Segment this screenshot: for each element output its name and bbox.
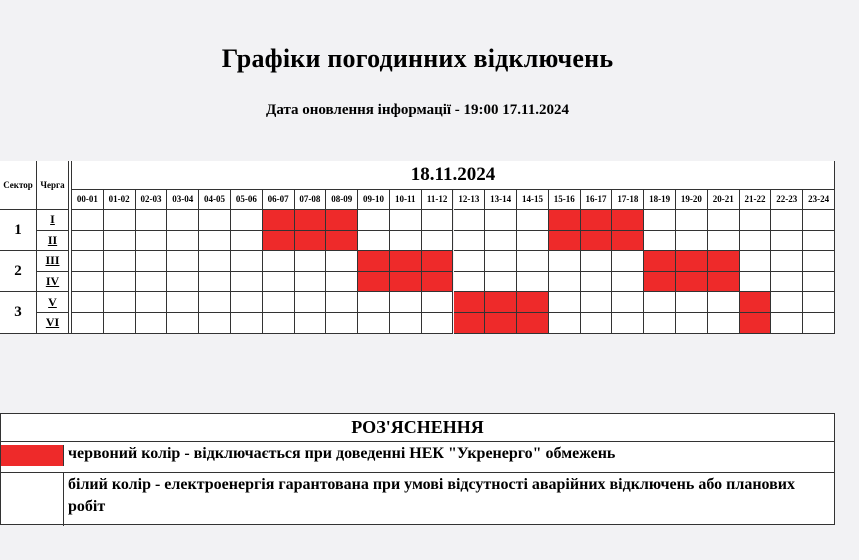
power-cell <box>326 292 358 313</box>
power-cell <box>390 313 422 334</box>
outage-cell <box>644 272 676 293</box>
power-cell <box>676 292 708 313</box>
power-cell <box>803 313 835 334</box>
power-cell <box>771 292 803 313</box>
power-cell <box>136 292 168 313</box>
power-cell <box>612 251 644 272</box>
legend-table <box>0 413 835 525</box>
power-cell <box>104 210 136 231</box>
power-cell <box>517 251 549 272</box>
power-cell <box>708 210 740 231</box>
power-cell <box>771 313 803 334</box>
power-cell <box>454 251 486 272</box>
legend-row-white <box>1 473 834 526</box>
power-cell <box>549 272 581 293</box>
power-cell <box>771 272 803 293</box>
hour-header: 18-19 <box>644 190 676 210</box>
hour-header: 16-17 <box>581 190 613 210</box>
power-cell <box>104 313 136 334</box>
hour-header: 01-02 <box>104 190 136 210</box>
power-cell <box>708 231 740 252</box>
legend-swatch-red <box>1 445 64 466</box>
power-cell <box>390 292 422 313</box>
power-cell <box>167 292 199 313</box>
outage-cell <box>517 313 549 334</box>
power-cell <box>581 292 613 313</box>
power-cell <box>231 292 263 313</box>
outage-schedule-table <box>0 161 835 334</box>
power-cell <box>485 272 517 293</box>
power-cell <box>104 251 136 272</box>
power-cell <box>517 210 549 231</box>
power-cell <box>295 313 327 334</box>
hour-header: 22-23 <box>771 190 803 210</box>
hour-header: 12-13 <box>454 190 486 210</box>
power-cell <box>517 231 549 252</box>
power-cell <box>72 272 104 293</box>
queue-label: II <box>37 231 69 252</box>
power-cell <box>167 231 199 252</box>
power-cell <box>740 210 772 231</box>
outage-cell <box>740 292 772 313</box>
power-cell <box>358 313 390 334</box>
power-cell <box>581 272 613 293</box>
outage-cell <box>581 231 613 252</box>
outage-cell <box>676 272 708 293</box>
outage-cell <box>485 313 517 334</box>
power-cell <box>676 231 708 252</box>
power-cell <box>263 292 295 313</box>
power-cell <box>104 231 136 252</box>
hour-header: 03-04 <box>167 190 199 210</box>
power-cell <box>263 313 295 334</box>
power-cell <box>136 251 168 272</box>
power-cell <box>358 231 390 252</box>
power-cell <box>454 231 486 252</box>
power-cell <box>231 210 263 231</box>
outage-cell <box>263 210 295 231</box>
power-cell <box>612 313 644 334</box>
sector-1-label: 1 <box>0 210 37 251</box>
hour-header: 05-06 <box>231 190 263 210</box>
outage-cell <box>549 231 581 252</box>
power-cell <box>644 231 676 252</box>
hour-header: 19-20 <box>676 190 708 210</box>
hour-header: 10-11 <box>390 190 422 210</box>
hour-header: 02-03 <box>136 190 168 210</box>
outage-cell <box>517 292 549 313</box>
sector-2-label: 2 <box>0 251 37 292</box>
hour-header: 04-05 <box>199 190 231 210</box>
hour-header: 11-12 <box>422 190 454 210</box>
power-cell <box>517 272 549 293</box>
power-cell <box>295 292 327 313</box>
power-cell <box>390 231 422 252</box>
outage-cell <box>581 210 613 231</box>
power-cell <box>549 251 581 272</box>
power-cell <box>740 231 772 252</box>
power-cell <box>549 313 581 334</box>
power-cell <box>167 210 199 231</box>
outage-cell <box>295 231 327 252</box>
legend-row-red <box>1 442 834 473</box>
power-cell <box>644 210 676 231</box>
power-cell <box>199 313 231 334</box>
power-cell <box>803 231 835 252</box>
power-cell <box>454 210 486 231</box>
power-cell <box>581 251 613 272</box>
power-cell <box>485 210 517 231</box>
page-title: Графіки погодинних відключень <box>221 44 614 73</box>
power-cell <box>326 272 358 293</box>
legend-swatch-white <box>1 473 64 526</box>
power-cell <box>136 231 168 252</box>
queue-column-header: Черга <box>37 161 69 210</box>
power-cell <box>136 210 168 231</box>
power-cell <box>199 231 231 252</box>
power-cell <box>803 210 835 231</box>
power-cell <box>644 292 676 313</box>
power-cell <box>231 251 263 272</box>
outage-cell <box>708 272 740 293</box>
hour-header: 00-01 <box>72 190 104 210</box>
hour-header: 06-07 <box>263 190 295 210</box>
power-cell <box>231 313 263 334</box>
update-info: Дата оновлення інформації - 19:00 17.11.2024 <box>266 102 569 118</box>
power-cell <box>72 231 104 252</box>
outage-cell <box>454 313 486 334</box>
power-cell <box>422 231 454 252</box>
legend-text-red: червоний колір - відключається при доведенні НЕК "Укренерго" обмежень <box>68 445 616 462</box>
power-cell <box>581 313 613 334</box>
power-cell <box>803 292 835 313</box>
power-cell <box>136 313 168 334</box>
hour-header: 07-08 <box>295 190 327 210</box>
queue-label: VI <box>37 313 69 334</box>
power-cell <box>326 251 358 272</box>
power-cell <box>740 272 772 293</box>
queue-label: V <box>37 292 69 313</box>
power-cell <box>295 251 327 272</box>
power-cell <box>72 251 104 272</box>
outage-cell <box>390 251 422 272</box>
power-cell <box>358 292 390 313</box>
outage-cell <box>676 251 708 272</box>
queue-label: I <box>37 210 69 231</box>
outage-cell <box>326 210 358 231</box>
power-cell <box>136 272 168 293</box>
power-cell <box>199 210 231 231</box>
power-cell <box>771 231 803 252</box>
outage-cell <box>326 231 358 252</box>
power-cell <box>167 313 199 334</box>
power-cell <box>771 251 803 272</box>
power-cell <box>612 292 644 313</box>
outage-cell <box>263 231 295 252</box>
outage-cell <box>358 272 390 293</box>
queue-label: IV <box>37 272 69 293</box>
hour-header: 21-22 <box>740 190 772 210</box>
power-cell <box>326 313 358 334</box>
outage-cell <box>485 292 517 313</box>
power-cell <box>803 272 835 293</box>
hour-header: 15-16 <box>549 190 581 210</box>
power-cell <box>167 251 199 272</box>
hour-header: 13-14 <box>485 190 517 210</box>
power-cell <box>485 231 517 252</box>
power-cell <box>104 272 136 293</box>
power-cell <box>708 313 740 334</box>
outage-cell <box>295 210 327 231</box>
power-cell <box>771 210 803 231</box>
power-cell <box>803 251 835 272</box>
schedule-date: 18.11.2024 <box>72 161 835 190</box>
outage-cell <box>422 251 454 272</box>
outage-cell <box>454 292 486 313</box>
legend-text-white: білий колір - електроенергія гарантована при умові відсутності аварійних відключень або планових робіт <box>68 476 795 515</box>
hour-header: 09-10 <box>358 190 390 210</box>
legend-title: РОЗ'ЯСНЕННЯ <box>1 414 834 442</box>
power-cell <box>358 210 390 231</box>
outage-cell <box>708 251 740 272</box>
power-cell <box>72 292 104 313</box>
outage-cell <box>644 251 676 272</box>
outage-cell <box>612 210 644 231</box>
power-cell <box>644 313 676 334</box>
power-cell <box>549 292 581 313</box>
power-cell <box>263 272 295 293</box>
power-cell <box>454 272 486 293</box>
outage-cell <box>612 231 644 252</box>
sector-3-label: 3 <box>0 292 37 333</box>
outage-cell <box>358 251 390 272</box>
power-cell <box>199 272 231 293</box>
power-cell <box>263 251 295 272</box>
hour-header: 17-18 <box>612 190 644 210</box>
outage-cell <box>549 210 581 231</box>
power-cell <box>612 272 644 293</box>
outage-cell <box>422 272 454 293</box>
power-cell <box>390 210 422 231</box>
power-cell <box>708 292 740 313</box>
power-cell <box>676 210 708 231</box>
power-cell <box>422 210 454 231</box>
outage-cell <box>740 313 772 334</box>
power-cell <box>72 313 104 334</box>
power-cell <box>422 292 454 313</box>
hour-header: 23-24 <box>803 190 835 210</box>
sector-column-header: Сектор <box>0 161 37 210</box>
power-cell <box>72 210 104 231</box>
outage-cell <box>390 272 422 293</box>
power-cell <box>199 292 231 313</box>
power-cell <box>104 292 136 313</box>
power-cell <box>295 272 327 293</box>
power-cell <box>231 272 263 293</box>
queue-label: III <box>37 251 69 272</box>
hour-header: 08-09 <box>326 190 358 210</box>
hour-header: 20-21 <box>708 190 740 210</box>
hour-header: 14-15 <box>517 190 549 210</box>
power-cell <box>485 251 517 272</box>
power-cell <box>740 251 772 272</box>
power-cell <box>676 313 708 334</box>
power-cell <box>199 251 231 272</box>
power-cell <box>422 313 454 334</box>
power-cell <box>231 231 263 252</box>
power-cell <box>167 272 199 293</box>
